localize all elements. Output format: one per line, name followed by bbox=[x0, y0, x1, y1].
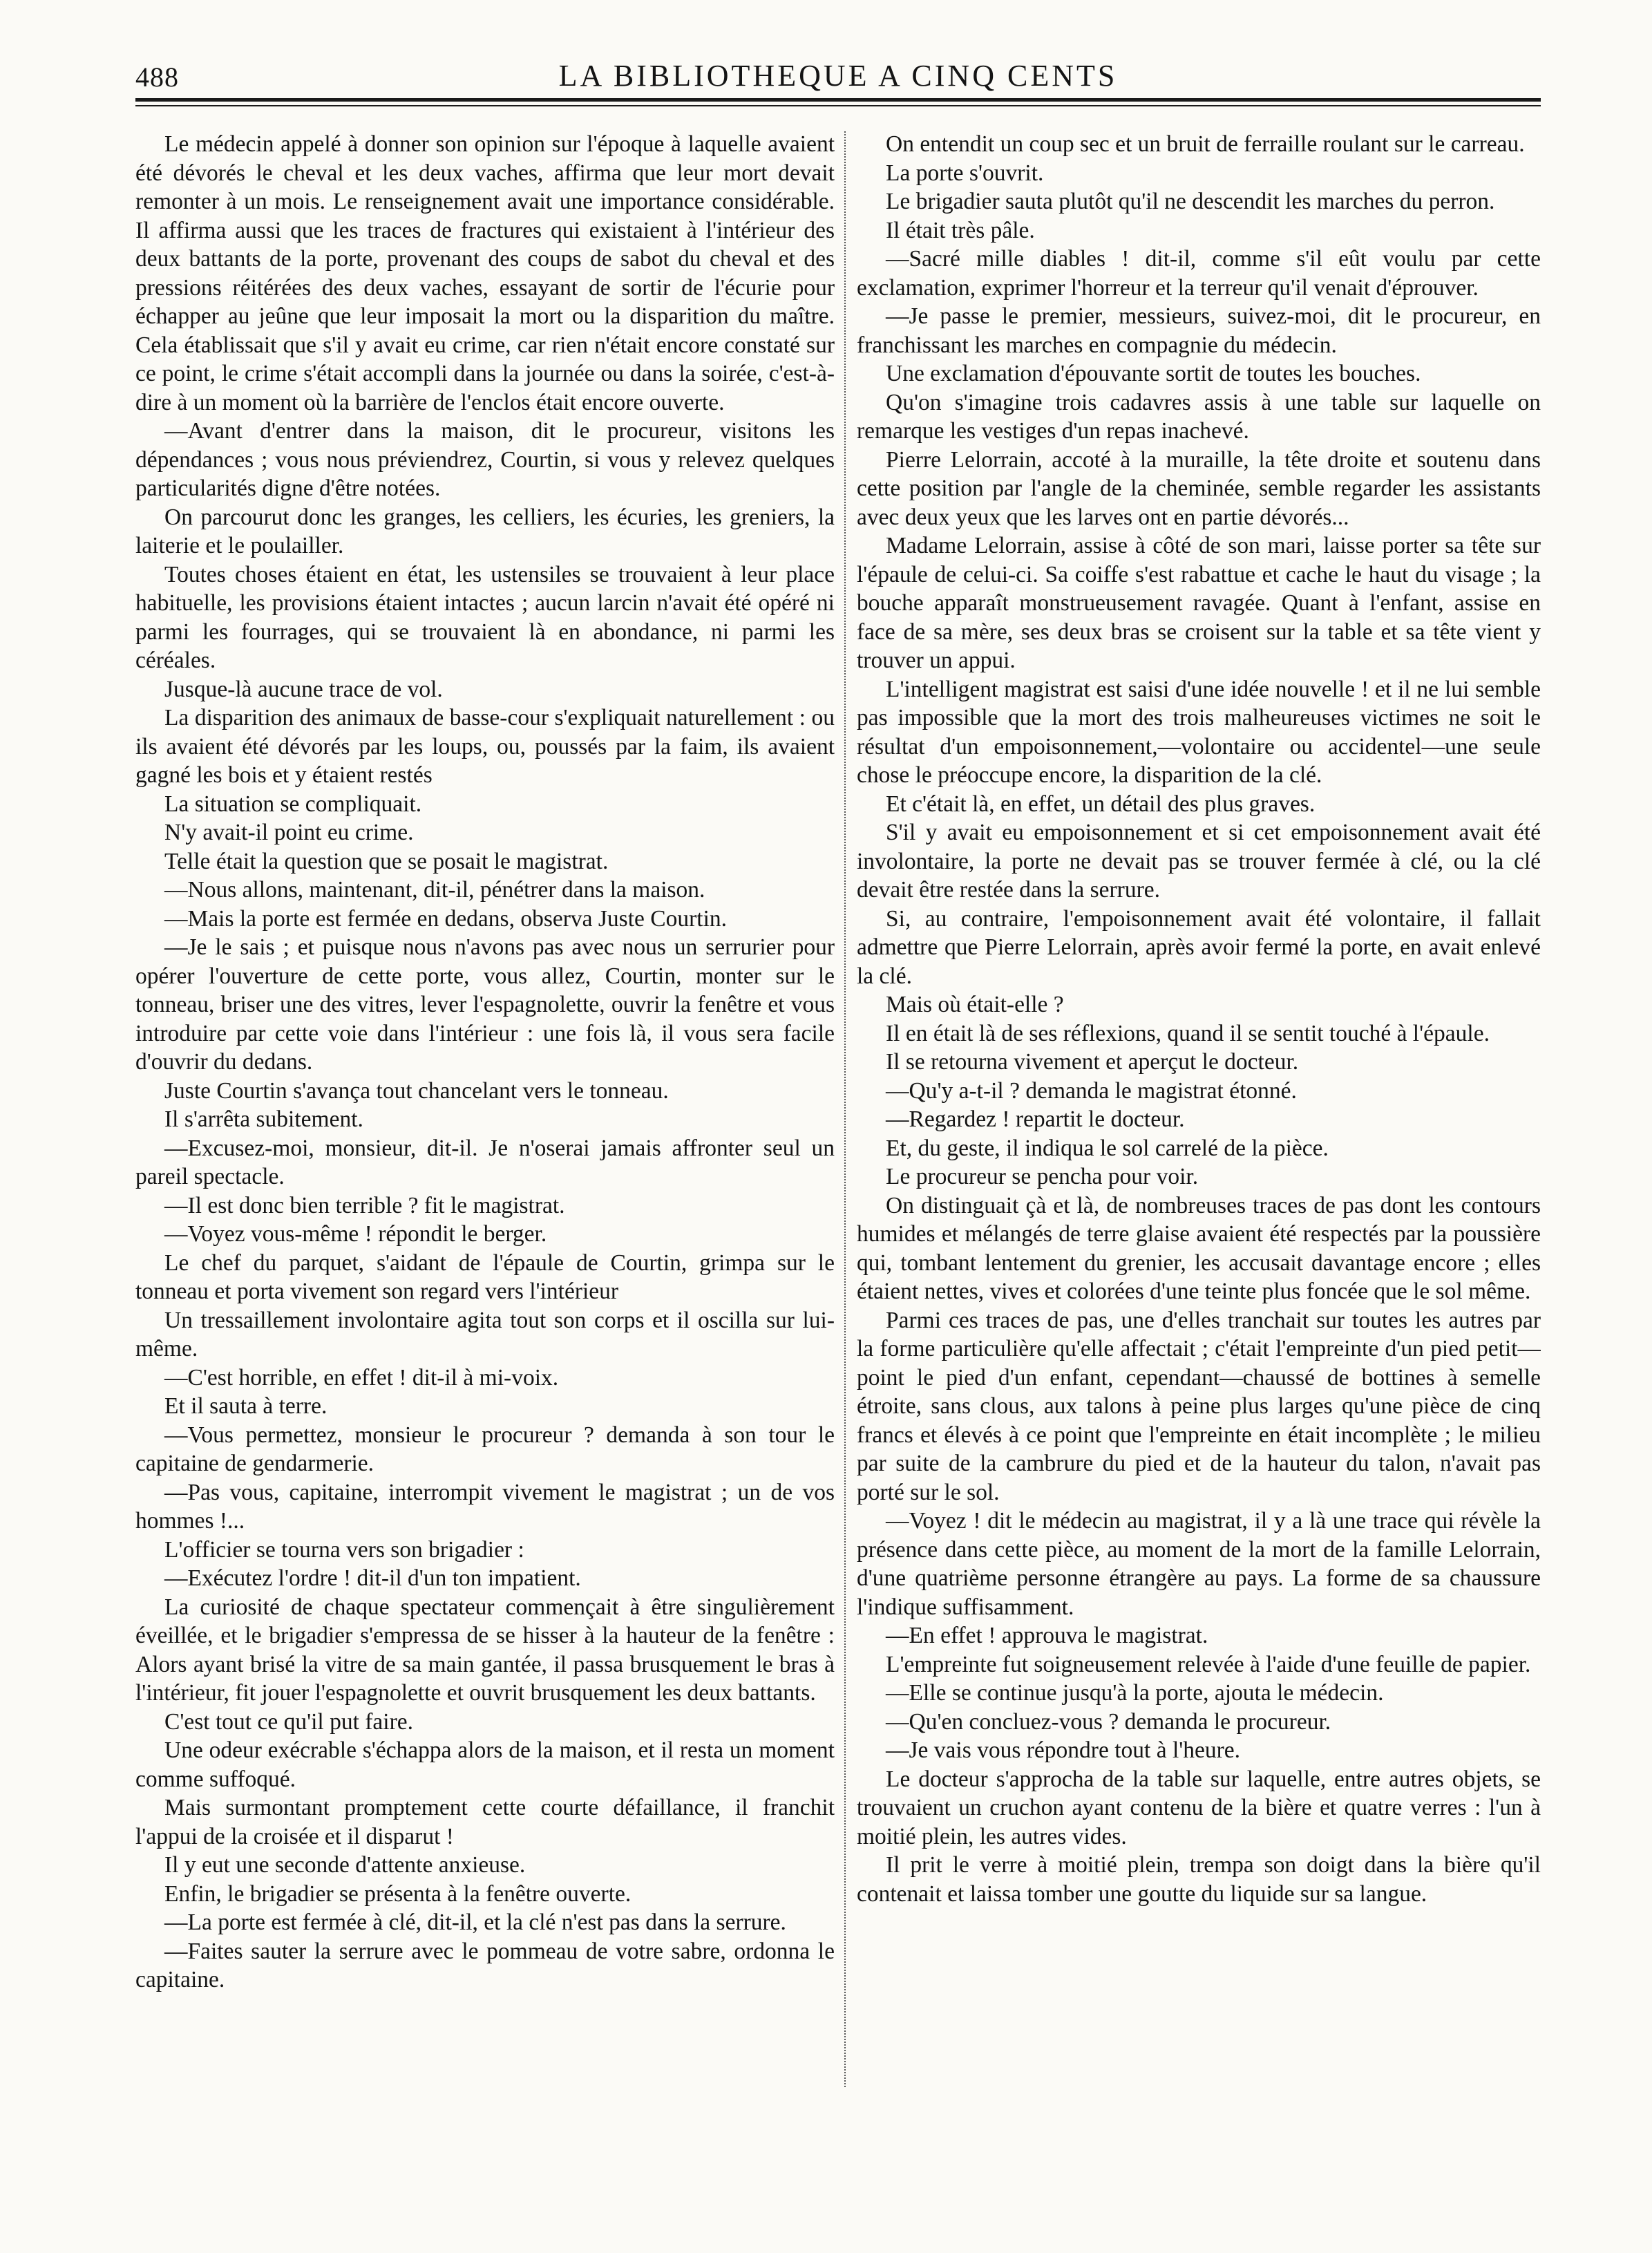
paragraph: Le docteur s'approcha de la table sur laquelle, entre autres objets, se trouvaient un cruchon ayant contenu de la bière et quatre verres : l'un à moitié plein, les autres vides. bbox=[857, 1766, 1541, 1849]
paragraph: —La porte est fermée à clé, dit-il, et la clé n'est pas dans la serrure. bbox=[164, 1910, 786, 1935]
paragraph: Le brigadier sauta plutôt qu'il ne descendit les marches du perron. bbox=[886, 189, 1495, 214]
paragraph: —Nous allons, maintenant, dit-il, pénétrer dans la maison. bbox=[164, 877, 705, 903]
paragraph: Et c'était là, en effet, un détail des plus graves. bbox=[886, 791, 1316, 817]
paragraph: On parcourut donc les granges, les celliers, les écuries, les greniers, la laiterie et le poulailler. bbox=[135, 504, 835, 558]
paragraph: Toutes choses étaient en état, les ustensiles se trouvaient à leur place habituelle, les provisions étaient intactes ; aucun larcin n'avait été opéré ni parmi les fourrages, qui se trouvaient là en abondance, ni parmi les céréales. bbox=[135, 561, 835, 673]
paragraph: —Pas vous, capitaine, interrompit vivement le magistrat ; un de vos hommes !... bbox=[135, 1479, 835, 1534]
paragraph: Il prit le verre à moitié plein, trempa son doigt dans la bière qu'il contenait et laissa tomber une goutte du liquide sur sa langue. bbox=[857, 1852, 1541, 1907]
paragraph: Si, au contraire, l'empoisonnement avait été volontaire, il fallait admettre que Pierre Lelorrain, après avoir fermé la porte, en avait enlevé la clé. bbox=[857, 905, 1541, 989]
paragraph: Et il sauta à terre. bbox=[164, 1393, 327, 1419]
right-column bbox=[857, 130, 1541, 2210]
left-column bbox=[135, 130, 835, 2210]
paragraph: —Faites sauter la serrure avec le pommeau de votre sabre, ordonna le capitaine. bbox=[135, 1938, 835, 1992]
paragraph: L'empreinte fut soigneusement relevée à l'aide d'une feuille de papier. bbox=[886, 1651, 1531, 1677]
paragraph: On entendit un coup sec et un bruit de ferraille roulant sur le carreau. bbox=[886, 131, 1525, 157]
paragraph: —Qu'en concluez-vous ? demanda le procureur. bbox=[886, 1708, 1331, 1735]
paragraph: Il y eut une seconde d'attente anxieuse. bbox=[164, 1852, 526, 1878]
paragraph: —Elle se continue jusqu'à la porte, ajouta le médecin. bbox=[886, 1680, 1384, 1706]
paragraph: La porte s'ouvrit. bbox=[886, 160, 1044, 186]
paragraph: Le médecin appelé à donner son opinion sur l'époque à laquelle avaient été dévorés le cheval et les deux vaches, affirma que leur mort devait remonter à un mois. Le renseignement avait une importance considérable. Il affirma aussi que les traces de fractures qui existaient à l'intérieur des deux battants de la porte, provenant des coups de sabot du cheval et des pressions réitérées des deux vaches, essayant de sortir de l'écurie pour échapper au jeûne que leur imposait la mort ou la disparition du maître. Cela établissait que s'il y avait eu crime, car rien n'était encore constaté sur ce point, le crime s'était accompli dans la journée ou dans la soirée, c'est-à-dire à un moment où la barrière de l'enclos était encore ouverte. bbox=[135, 131, 835, 415]
paragraph: Jusque-là aucune trace de vol. bbox=[164, 676, 443, 702]
paragraph: Mais où était-elle ? bbox=[886, 992, 1064, 1017]
paragraph: —Mais la porte est fermée en dedans, observa Juste Courtin. bbox=[164, 905, 728, 932]
paragraph: La situation se compliquait. bbox=[164, 791, 422, 817]
paragraph: N'y avait-il point eu crime. bbox=[164, 820, 414, 845]
paragraph: —C'est horrible, en effet ! dit-il à mi-voix. bbox=[164, 1364, 559, 1391]
paragraph: —Exécutez l'ordre ! dit-il d'un ton impatient. bbox=[164, 1565, 581, 1591]
paragraph: Il en était là de ses réflexions, quand il se sentit touché à l'épaule. bbox=[886, 1020, 1490, 1046]
paragraph: Le chef du parquet, s'aidant de l'épaule de Courtin, grimpa sur le tonneau et porta vivement son regard vers l'intérieur bbox=[135, 1250, 835, 1304]
paragraph: —Sacré mille diables ! dit-il, comme s'il eût voulu par cette exclamation, exprimer l'horreur et la terreur qu'il venait d'éprouver. bbox=[857, 246, 1541, 301]
paragraph: Il était très pâle. bbox=[886, 217, 1035, 243]
running-title: LA BIBLIOTHEQUE A CINQ CENTS bbox=[558, 59, 1118, 93]
paragraph: —Excusez-moi, monsieur, dit-il. Je n'oserai jamais affronter seul un pareil spectacle. bbox=[135, 1135, 835, 1189]
paragraph: —Je passe le premier, messieurs, suivez-moi, dit le procureur, en franchissant les marches en compagnie du médecin. bbox=[857, 303, 1541, 358]
header-rule-thin bbox=[135, 105, 1541, 106]
paragraph: —Je le sais ; et puisque nous n'avons pas avec nous un serrurier pour opérer l'ouverture de cette porte, vous allez, Courtin, monter sur le tonneau, briser une des vitres, lever l'espagnolette, ouvrir la fenêtre et vous introduire par cette voie dans l'intérieur : une fois là, il vous sera facile d'ouvrir du dedans. bbox=[135, 934, 835, 1075]
paragraph: La curiosité de chaque spectateur commençait à être singulièrement éveillée, et le brigadier s'empressa de se hisser à la hauteur de la fenêtre : Alors ayant brisé la vitre de sa main gantée, il passa brusquement le bras à l'intérieur, fit jouer l'espagnolette et ouvrit brusquement les deux battants. bbox=[135, 1594, 835, 1706]
paragraph: L'intelligent magistrat est saisi d'une idée nouvelle ! et il ne lui semble pas impossible que la mort des trois malheureuses victimes ne soit le résultat d'un empoisonnement,—volontaire ou accidentel—une seule chose le préoccupe encore, la disparition de la clé. bbox=[857, 676, 1541, 788]
paragraph: Pierre Lelorrain, accoté à la muraille, la tête droite et soutenu dans cette position par l'angle de la cheminée, semble regarder les assistants avec deux yeux que les larves ont en partie dévorés... bbox=[857, 446, 1541, 530]
paragraph: S'il y avait eu empoisonnement et si cet empoisonnement avait été involontaire, la porte ne devait pas se trouver fermée à clé, ou la clé devait être restée dans la serrure. bbox=[857, 820, 1541, 903]
paragraph: Parmi ces traces de pas, une d'elles tranchait sur toutes les autres par la forme particulière qu'elle affectait ; c'était l'empreinte d'un pied petit—point le pied d'un enfant, cependant—chaussé de bottines à semelle étroite, sans clous, aux talons à peine plus larges qu'une pièce de cinq francs et élevés à ce point que l'empreinte en était incomplète ; le milieu par suite de la cambrure du pied et de la hauteur du talon, n'avait pas porté sur le sol. bbox=[857, 1307, 1541, 1505]
paragraph: Un tressaillement involontaire agita tout son corps et il oscilla sur lui-même. bbox=[135, 1307, 835, 1361]
header-rule-thick bbox=[135, 98, 1541, 102]
paragraph: —Regardez ! repartit le docteur. bbox=[886, 1106, 1185, 1132]
paragraph: Une odeur exécrable s'échappa alors de la maison, et il resta un moment comme suffoqué. bbox=[135, 1737, 835, 1792]
paragraph: Il s'arrêta subitement. bbox=[164, 1106, 363, 1132]
page-number: 488 bbox=[135, 62, 179, 93]
paragraph: Juste Courtin s'avança tout chancelant vers le tonneau. bbox=[164, 1077, 669, 1104]
paragraph: —Il est donc bien terrible ? fit le magistrat. bbox=[164, 1192, 565, 1218]
page-header bbox=[135, 58, 1541, 100]
paragraph: Mais surmontant promptement cette courte défaillance, il franchit l'appui de la croisée et il disparut ! bbox=[135, 1795, 835, 1849]
paragraph: On distinguait çà et là, de nombreuses traces de pas dont les contours humides et mélangés de terre glaise avaient été respectés par la poussière qui, tombant lentement du grenier, les accusait davantage encore ; elles étaient nettes, vives et colorées d'une teinte plus foncée que le sol même. bbox=[857, 1192, 1541, 1304]
paragraph: —Voyez ! dit le médecin au magistrat, il y a là une trace qui révèle la présence dans cette pièce, au moment de la mort de la famille Lelorrain, d'une quatrième personne étrangère au pays. La forme de sa chaussure l'indique suffisamment. bbox=[857, 1508, 1541, 1620]
column-divider bbox=[844, 131, 846, 2087]
paragraph: Une exclamation d'épouvante sortit de toutes les bouches. bbox=[886, 361, 1421, 386]
paragraph: C'est tout ce qu'il put faire. bbox=[164, 1708, 414, 1735]
paragraph: Madame Lelorrain, assise à côté de son mari, laisse porter sa tête sur l'épaule de celui-ci. Sa coiffe s'est rabattue et cache le haut du visage ; la bouche apparaît monstrueusement ravagée. Quant à l'enfant, assise en face de sa mère, ses deux bras se croisent sur la table et sa tête vient y trouver un appui. bbox=[857, 533, 1541, 673]
paragraph: —Je vais vous répondre tout à l'heure. bbox=[886, 1737, 1241, 1763]
paragraph: —Avant d'entrer dans la maison, dit le procureur, visitons les dépendances ; vous nous préviendrez, Courtin, si vous y relevez quelques particularités digne d'être notées. bbox=[135, 418, 835, 501]
paragraph: La disparition des animaux de basse-cour s'expliquait naturellement : ou ils avaient été dévorés par les loups, ou, poussés par la faim, ils avaient gagné les bois et y étaient restés bbox=[135, 705, 835, 788]
paragraph: —Voyez vous-même ! répondit le berger. bbox=[164, 1221, 547, 1247]
paragraph: —Vous permettez, monsieur le procureur ? demanda à son tour le capitaine de gendarmerie. bbox=[135, 1422, 835, 1476]
paragraph: Et, du geste, il indiqua le sol carrelé de la pièce. bbox=[886, 1135, 1329, 1161]
paragraph: L'officier se tourna vers son brigadier : bbox=[164, 1536, 524, 1563]
paragraph: Qu'on s'imagine trois cadavres assis à une table sur laquelle on remarque les vestiges d'un repas inachevé. bbox=[857, 389, 1541, 444]
paragraph: Le procureur se pencha pour voir. bbox=[886, 1164, 1199, 1189]
paragraph: Telle était la question que se posait le magistrat. bbox=[164, 848, 609, 874]
paragraph: —Qu'y a-t-il ? demanda le magistrat étonné. bbox=[886, 1077, 1297, 1104]
paragraph: Il se retourna vivement et aperçut le docteur. bbox=[886, 1049, 1299, 1075]
paragraph: —En effet ! approuva le magistrat. bbox=[886, 1623, 1208, 1648]
paragraph: Enfin, le brigadier se présenta à la fenêtre ouverte. bbox=[164, 1880, 632, 1907]
